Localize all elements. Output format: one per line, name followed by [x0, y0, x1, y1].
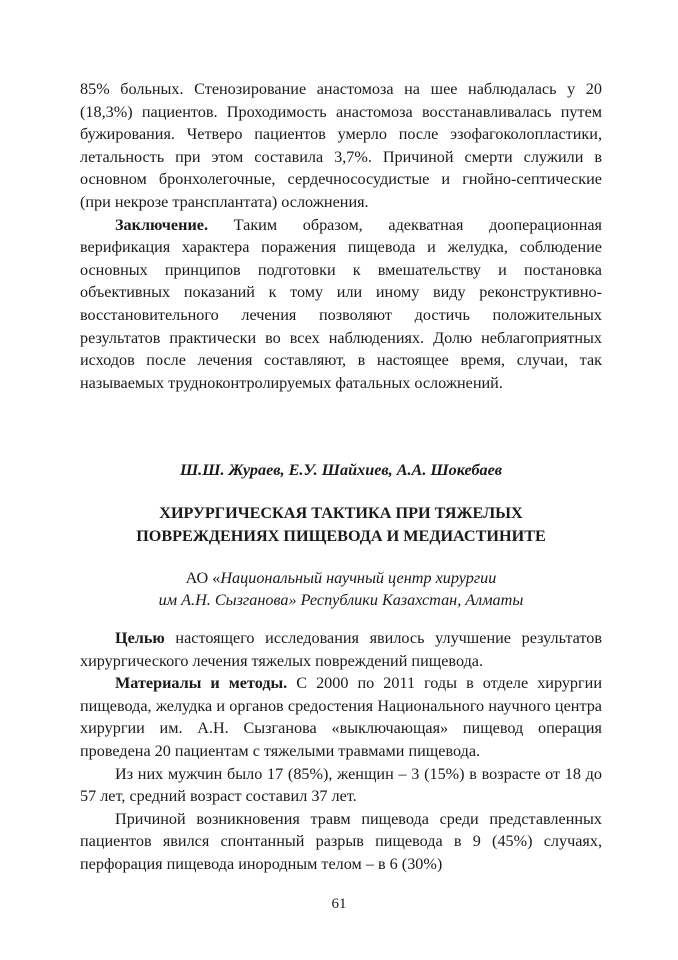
article-authors: Ш.Ш. Жураев, Е.У. Шайхиев, А.А. Шокебаев: [179, 461, 503, 479]
title-line-1: ХИРУРГИЧЕСКАЯ ТАКТИКА ПРИ ТЯЖЕЛЫХ: [159, 504, 523, 522]
page-number: 61: [331, 896, 347, 912]
title-line-2: ПОВРЕЖДЕНИЯХ ПИЩЕВОДА И МЕДИАСТИНИТЕ: [136, 527, 546, 545]
conclusion-label: Заключение.: [115, 215, 208, 234]
article-title: [80, 502, 602, 548]
goal-label: Целью: [115, 629, 165, 647]
affiliation: [80, 567, 602, 611]
paragraph-goal: Целью настоящего исследования явилось улучшение результатов хирургического лечения тяжелых повреждений пищевода.: [80, 629, 602, 670]
paragraph-methods: Материалы и методы. С 2000 по 2011 годы в отделе хирургии пищевода, желудка и органов средостения Национального научного центра хирургии им. А.Н. Сызганова «выключающая» пищевод операция проведена 20 пациентам с тяжелыми травмами пищевода.: [80, 674, 602, 760]
paragraph-patients: Из них мужчин было 17 (85%), женщин – 3 (15%) в возрасте от 18 до 57 лет, средний возраст составил 37 лет.: [80, 764, 602, 806]
top-text-block: [80, 78, 602, 394]
affiliation-line-2: им А.Н. Сызганова» Республики Казахстан, Алматы: [158, 591, 524, 609]
body-text-block: [80, 627, 602, 876]
affiliation-line-1: АО «Национальный научный центр хирургии: [185, 569, 497, 587]
paragraph-conclusion: Заключение. Таким образом, адекватная дооперационная верификация характера поражения пищевода и желудка, соблюдение основных принципов подготовки к вмешательству и постановка объективных показаний к тому или иному виду реконструктивно-восстановительного лечения позволяют достичь положительных результатов практически во всех наблюдениях. Долю неблагоприятных исходов после лечения составляют, в настоящее время, случаи, так называемых трудноконтролируемых фатальных осложнений.: [80, 215, 602, 392]
methods-label: Материалы и методы.: [115, 674, 288, 693]
paragraph-results: 85% больных. Стенозирование анастомоза на шее наблюдалась у 20 (18,3%) пациентов. Проходимость анастомоза восстанавливалась путем бужирования. Четверо пациентов умерло после эзофагоколопластики, летальность при этом составила 3,7%. Причиной смерти служили в основном бронхолегочные, сердечнососудистые и гнойно-септические (при некрозе трансплантата) осложнения.: [80, 80, 602, 211]
paragraph-causes: Причиной возникновения травм пищевода среди представленных пациентов явился спонтанный разрыв пищевода в 9 (45%) случаях, перфорация пищевода инородным телом – в 6 (30%): [80, 809, 602, 873]
